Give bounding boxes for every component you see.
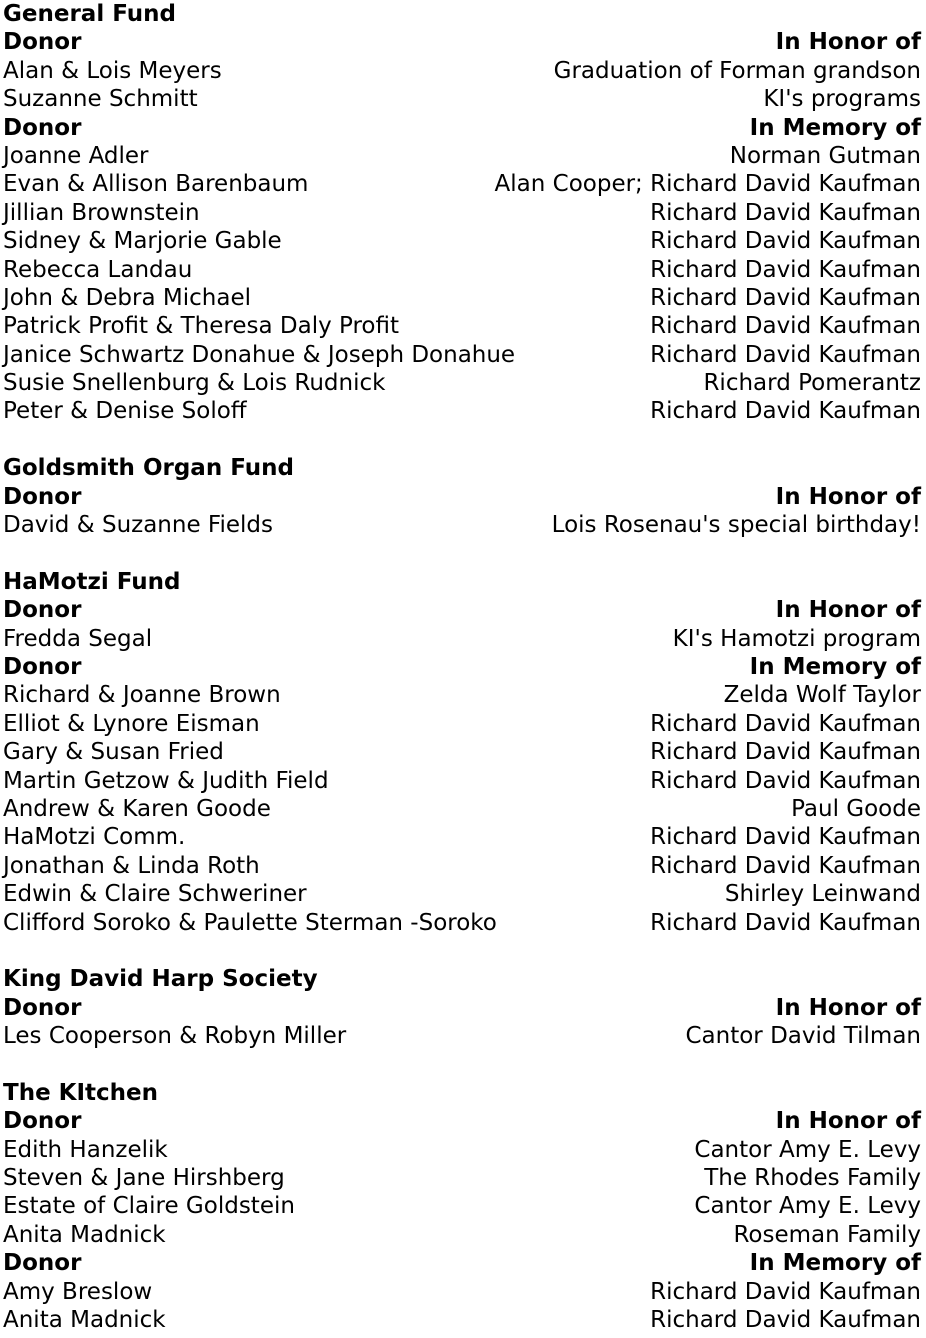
donation-row xyxy=(3,1136,921,1164)
donation-row xyxy=(3,511,921,539)
dedication-type-label: In Memory of xyxy=(749,114,921,141)
fund-title: King David Harp Society xyxy=(3,966,318,993)
donation-row xyxy=(3,142,921,170)
fund-section xyxy=(3,568,921,937)
donor-name: Sidney & Marjorie Gable xyxy=(3,228,282,255)
dedication-type-label: In Honor of xyxy=(775,29,921,56)
honoree-name: Shirley Leinwand xyxy=(724,881,921,908)
donation-row xyxy=(3,852,921,880)
honoree-name: Richard David Kaufman xyxy=(650,228,921,255)
donation-row xyxy=(3,199,921,227)
donor-name: Richard & Joanne Brown xyxy=(3,682,281,709)
donor-name: Martin Getzow & Judith Field xyxy=(3,767,329,794)
donation-row xyxy=(3,227,921,255)
honoree-name: The Rhodes Family xyxy=(704,1165,921,1192)
donor-name: Evan & Allison Barenbaum xyxy=(3,171,309,198)
donation-row xyxy=(3,1278,921,1306)
donation-row xyxy=(3,909,921,937)
donor-name: Susie Snellenburg & Lois Rudnick xyxy=(3,370,386,397)
donor-name: Andrew & Karen Goode xyxy=(3,795,271,822)
fund-title: HaMotzi Fund xyxy=(3,568,181,595)
donation-row xyxy=(3,681,921,709)
donation-row xyxy=(3,1164,921,1192)
donation-row xyxy=(3,341,921,369)
fund-section xyxy=(3,0,921,426)
fund-title: General Fund xyxy=(3,1,176,27)
donation-row xyxy=(3,880,921,908)
donation-row xyxy=(3,1221,921,1249)
donor-name: John & Debra Michael xyxy=(3,284,251,311)
honoree-name: Richard David Kaufman xyxy=(650,199,921,226)
dedication-type-label: In Honor of xyxy=(775,597,921,624)
donation-row xyxy=(3,57,921,85)
donor-name: Edith Hanzelik xyxy=(3,1136,168,1163)
donor-name: Janice Schwartz Donahue & Joseph Donahue xyxy=(3,341,516,368)
donor-column-label: Donor xyxy=(3,653,82,680)
honoree-name: Cantor Amy E. Levy xyxy=(694,1193,921,1220)
donation-row xyxy=(3,710,921,738)
honoree-name: Cantor David Tilman xyxy=(685,1023,921,1050)
donation-row xyxy=(3,284,921,312)
donor-name: Estate of Claire Goldstein xyxy=(3,1193,295,1220)
group-header xyxy=(3,114,921,142)
donor-column-label: Donor xyxy=(3,483,82,510)
donor-name: Suzanne Schmitt xyxy=(3,86,198,113)
fund-title: The KItchen xyxy=(3,1079,159,1106)
honoree-name: KI's Hamotzi program xyxy=(672,625,921,652)
honoree-name: Richard David Kaufman xyxy=(650,739,921,766)
section-spacer xyxy=(3,539,921,567)
honoree-name: Richard Pomerantz xyxy=(703,370,921,397)
honoree-name: Richard David Kaufman xyxy=(650,284,921,311)
honoree-name: Richard David Kaufman xyxy=(650,824,921,851)
donor-column-label: Donor xyxy=(3,114,82,141)
donor-column-label: Donor xyxy=(3,994,82,1021)
section-spacer xyxy=(3,937,921,965)
group-header xyxy=(3,994,921,1022)
honoree-name: Graduation of Forman grandson xyxy=(553,57,921,84)
donation-row xyxy=(3,256,921,284)
honoree-name: Richard David Kaufman xyxy=(650,710,921,737)
donation-row xyxy=(3,369,921,397)
donor-name: Anita Madnick xyxy=(3,1306,166,1333)
group-header xyxy=(3,1107,921,1135)
honoree-name: Richard David Kaufman xyxy=(650,852,921,879)
donation-row xyxy=(3,397,921,425)
honoree-name: Roseman Family xyxy=(733,1221,921,1248)
group-header xyxy=(3,1249,921,1277)
group-header xyxy=(3,596,921,624)
group-header xyxy=(3,653,921,681)
donation-row xyxy=(3,312,921,340)
donation-row xyxy=(3,170,921,198)
honoree-name: Richard David Kaufman xyxy=(650,1306,921,1333)
honoree-name: Richard David Kaufman xyxy=(650,256,921,283)
donor-column-label: Donor xyxy=(3,1250,82,1277)
section-spacer xyxy=(3,1050,921,1078)
honoree-name: Richard David Kaufman xyxy=(650,398,921,425)
honoree-name: Richard David Kaufman xyxy=(650,341,921,368)
donation-row xyxy=(3,85,921,113)
donation-row xyxy=(3,767,921,795)
dedication-type-label: In Memory of xyxy=(749,1250,921,1277)
honoree-name: Richard David Kaufman xyxy=(650,909,921,936)
donor-name: Peter & Denise Soloff xyxy=(3,398,247,425)
donor-name: Amy Breslow xyxy=(3,1278,153,1305)
donor-name: Anita Madnick xyxy=(3,1221,166,1248)
honoree-name: Richard David Kaufman xyxy=(650,767,921,794)
honoree-name: Cantor Amy E. Levy xyxy=(694,1136,921,1163)
donation-row xyxy=(3,795,921,823)
dedication-type-label: In Memory of xyxy=(749,653,921,680)
honoree-name: Paul Goode xyxy=(791,795,921,822)
dedication-type-label: In Honor of xyxy=(775,483,921,510)
donation-row xyxy=(3,823,921,851)
donor-column-label: Donor xyxy=(3,1108,82,1135)
donor-name: Steven & Jane Hirshberg xyxy=(3,1165,285,1192)
group-header xyxy=(3,28,921,56)
donor-column-label: Donor xyxy=(3,597,82,624)
group-header xyxy=(3,483,921,511)
fund-section xyxy=(3,1079,921,1335)
dedication-type-label: In Honor of xyxy=(775,994,921,1021)
donor-name: Jonathan & Linda Roth xyxy=(3,852,260,879)
donation-row xyxy=(3,738,921,766)
fund-section xyxy=(3,965,921,1050)
donor-name: Rebecca Landau xyxy=(3,256,193,283)
donor-name: Jillian Brownstein xyxy=(3,199,200,226)
donation-row xyxy=(3,1306,921,1334)
donor-name: Patrick Profit & Theresa Daly Profit xyxy=(3,313,399,340)
donation-row xyxy=(3,1192,921,1220)
donor-name: Les Cooperson & Robyn Miller xyxy=(3,1023,347,1050)
section-spacer xyxy=(3,426,921,454)
donation-row xyxy=(3,1022,921,1050)
donor-name: HaMotzi Comm. xyxy=(3,824,186,851)
donor-name: Elliot & Lynore Eisman xyxy=(3,710,260,737)
donor-name: Edwin & Claire Schweriner xyxy=(3,881,307,908)
honoree-name: Alan Cooper; Richard David Kaufman xyxy=(494,171,921,198)
dedication-type-label: In Honor of xyxy=(775,1108,921,1135)
honoree-name: Norman Gutman xyxy=(729,142,921,169)
donor-name: Alan & Lois Meyers xyxy=(3,57,222,84)
donor-name: Fredda Segal xyxy=(3,625,153,652)
donor-name: Gary & Susan Fried xyxy=(3,739,224,766)
fund-title: Goldsmith Organ Fund xyxy=(3,455,294,482)
honoree-name: Zelda Wolf Taylor xyxy=(723,682,921,709)
fund-section xyxy=(3,454,921,539)
honoree-name: Richard David Kaufman xyxy=(650,1278,921,1305)
donor-name: Clifford Soroko & Paulette Sterman -Soroko xyxy=(3,909,497,936)
donor-name: David & Suzanne Fields xyxy=(3,512,273,539)
donor-column-label: Donor xyxy=(3,29,82,56)
donation-row xyxy=(3,625,921,653)
honoree-name: Lois Rosenau's special birthday! xyxy=(551,512,921,539)
donor-name: Joanne Adler xyxy=(3,142,149,169)
honoree-name: Richard David Kaufman xyxy=(650,313,921,340)
honoree-name: KI's programs xyxy=(763,86,921,113)
